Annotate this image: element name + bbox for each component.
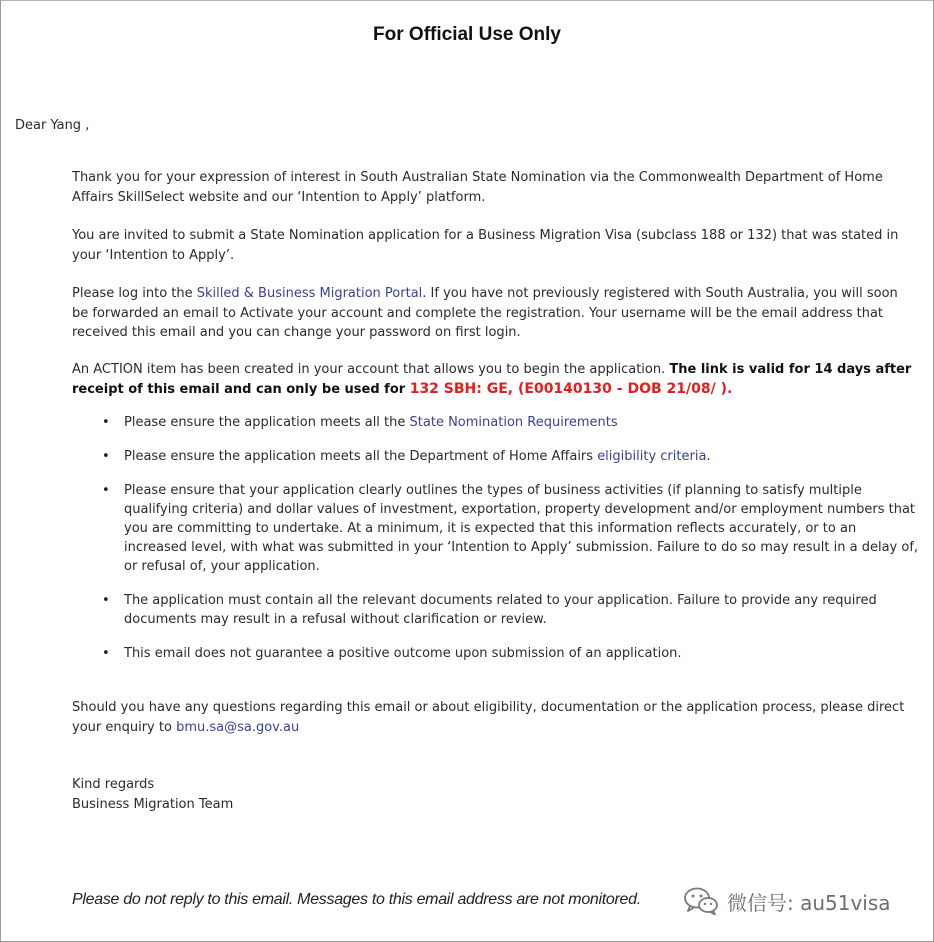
signature-block xyxy=(72,775,233,815)
action-item-text: An ACTION item has been created in your account that allows you to begin the application. xyxy=(72,362,670,377)
requirements-list xyxy=(72,413,922,678)
paragraph-portal-login xyxy=(72,284,917,343)
paragraph-invitation: You are invited to submit a State Nomination application for a Business Migration Visa (subclass 188 or 132) that was stated in your ‘Intention to Apply’. xyxy=(72,228,899,263)
wechat-id-text: 微信号: au51visa xyxy=(727,890,891,915)
list-item xyxy=(72,447,922,466)
wechat-watermark xyxy=(683,884,891,918)
sign-off: Kind regards xyxy=(72,777,155,792)
list-item xyxy=(72,644,922,663)
paragraph-action-item xyxy=(72,360,917,399)
portal-login-text-post: . If you have not previously registered with South Australia, you will soon be forwarded an email to Activate your account and complete the registration. Your username will be the email address that received this email and you can change your password on first login. xyxy=(72,286,898,340)
questions-text: Should you have any questions regarding this email or about eligibility, documentation or the application process, please direct your enquiry to xyxy=(72,700,905,735)
greeting: Dear Yang , xyxy=(15,118,90,133)
bullet-icon: • xyxy=(102,593,110,608)
portal-login-text-pre: Please log into the xyxy=(72,286,197,301)
bullet-icon: • xyxy=(102,646,110,661)
bullet-text: This email does not guarantee a positive outcome upon submission of an application. xyxy=(124,646,682,661)
state-nomination-requirements-link[interactable]: State Nomination Requirements xyxy=(409,415,618,430)
paragraph-expression-of-interest: Thank you for your expression of interest in South Australian State Nomination via the Commonwealth Department of Home Affairs SkillSelect website and our ‘Intention to Apply’ platform. xyxy=(72,170,883,205)
bullet-icon: • xyxy=(102,415,110,430)
bullet-text: Please ensure that your application clearly outlines the types of business activities (if planning to satisfy multiple qualifying criteria) and dollar values of investment, exportation, property development and/or employment numbers that you are committing to undertake. At a minimum, it is expected that this information reflects accurately, or to an increased level, with what was submitted in your ‘Intention to Apply’ submission. Failure to do so may result in a delay of, or refusal of, your application. xyxy=(124,483,919,574)
bullet-text-end: . xyxy=(706,449,711,464)
wechat-icon xyxy=(683,886,719,916)
eligibility-criteria-link[interactable]: eligibility criteria xyxy=(597,449,707,464)
portal-link[interactable]: Skilled & Business Migration Portal xyxy=(196,286,423,301)
bullet-text: Please ensure the application meets all the Department of Home Affairs xyxy=(124,449,598,464)
bullet-icon: • xyxy=(102,449,110,464)
contact-email-link[interactable]: bmu.sa@sa.gov.au xyxy=(176,719,300,735)
bullet-text: Please ensure the application meets all the xyxy=(124,415,410,430)
list-item xyxy=(72,413,922,432)
bullet-icon: • xyxy=(102,483,110,498)
no-reply-notice: Please do not reply to this email. Messages to this email address are not monitored. xyxy=(72,891,641,908)
list-item xyxy=(72,591,922,629)
list-item xyxy=(72,481,922,576)
page-title: For Official Use Only xyxy=(373,24,561,45)
team-name: Business Migration Team xyxy=(72,797,234,812)
bullet-text: The application must contain all the relevant documents related to your application. Failure to provide any required documents may result in a refusal without clarification or review. xyxy=(124,593,877,627)
link-validity-text: The link is valid for 14 days after receipt of this email and can only be used for xyxy=(72,362,912,397)
paragraph-questions xyxy=(72,698,917,737)
applicant-reference: 132 SBH: GE, (E00140130 - DOB 21/08/ ). xyxy=(409,380,733,397)
